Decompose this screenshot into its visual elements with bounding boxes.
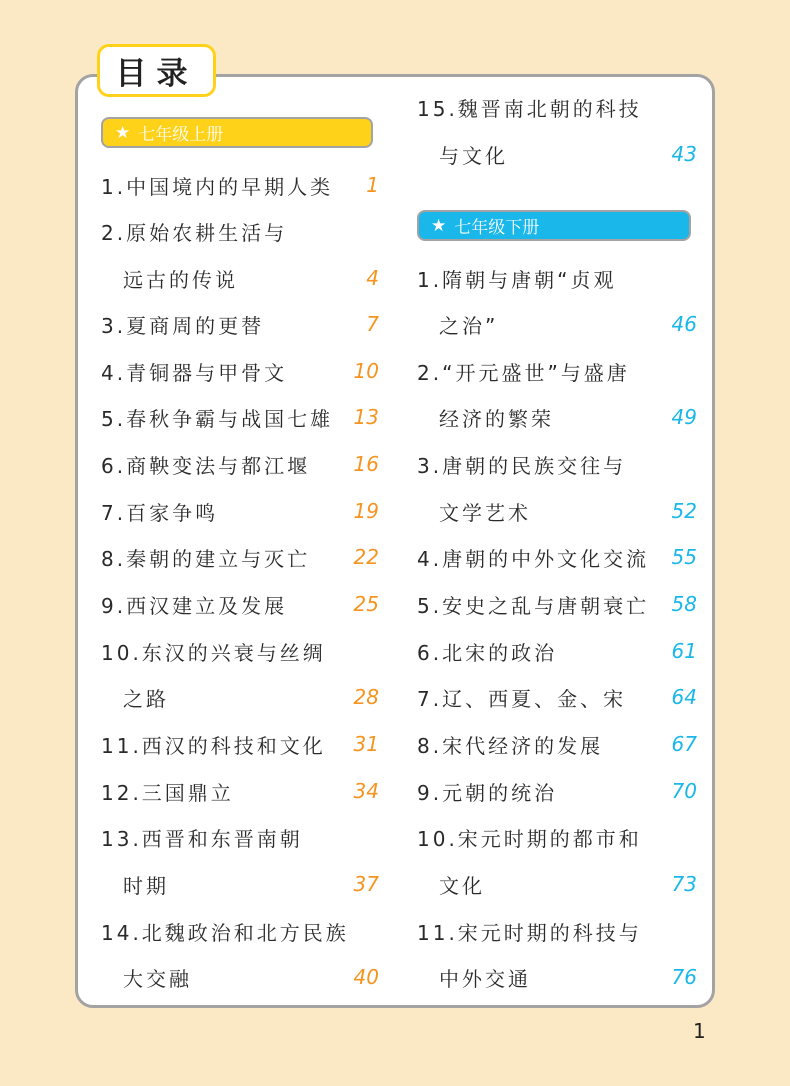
toc-line[interactable]: 8.宋代经济的发展 67 [417, 732, 697, 758]
toc-line[interactable]: 时期 37 [123, 872, 379, 898]
toc-line[interactable]: 9.西汉建立及发展 25 [101, 592, 379, 618]
section-banner-grade7-first [101, 117, 373, 148]
toc-line[interactable]: 文化 73 [439, 872, 697, 898]
page-ref: 40 [353, 965, 379, 989]
toc-line[interactable]: 6.商鞅变法与都江堰 16 [101, 452, 379, 478]
toc-line[interactable]: 大交融 40 [123, 965, 379, 991]
toc-line[interactable]: 1.隋朝与唐朝“贞观 [417, 267, 617, 292]
page-ref: 73 [671, 872, 697, 896]
page-ref: 1 [366, 173, 379, 197]
star-icon: ★ [115, 122, 131, 143]
toc-line[interactable]: 12.三国鼎立 34 [101, 779, 379, 805]
toc-title: 目录 [97, 44, 216, 97]
toc-line[interactable]: 4.青铜器与甲骨文 10 [101, 359, 379, 385]
toc-line[interactable]: 5.安史之乱与唐朝衰亡 58 [417, 592, 697, 618]
page-ref: 28 [353, 685, 379, 709]
toc-line[interactable]: 9.元朝的统治 70 [417, 779, 697, 805]
page-ref: 31 [353, 732, 379, 756]
page-ref: 34 [353, 779, 379, 803]
page-ref: 13 [353, 405, 379, 429]
toc-line[interactable]: 与文化 43 [439, 142, 697, 168]
toc-line[interactable]: 14.北魏政治和北方民族 [101, 920, 349, 945]
page-ref: 52 [671, 499, 697, 523]
page-ref: 19 [353, 499, 379, 523]
toc-line[interactable]: 远古的传说 4 [123, 266, 379, 292]
toc-line[interactable]: 经济的繁荣 49 [439, 405, 697, 431]
page-ref: 10 [353, 359, 379, 383]
page-ref: 4 [366, 266, 379, 290]
section-banner-grade7-second [417, 210, 691, 241]
toc-line[interactable]: 11.宋元时期的科技与 [417, 920, 642, 945]
star-icon: ★ [431, 215, 447, 236]
toc-line[interactable]: 中外交通 76 [439, 965, 697, 991]
page-ref: 37 [353, 872, 379, 896]
page-ref: 64 [671, 685, 697, 709]
section-label: 七年级上册 [138, 125, 224, 145]
page-ref: 25 [353, 592, 379, 616]
toc-line[interactable]: 1.中国境内的早期人类 1 [101, 173, 379, 199]
page-ref: 46 [671, 312, 697, 336]
toc-line[interactable]: 8.秦朝的建立与灭亡 22 [101, 545, 379, 571]
toc-line[interactable]: 6.北宋的政治 61 [417, 639, 697, 665]
toc-line[interactable]: 5.春秋争霸与战国七雄 13 [101, 405, 379, 431]
section-label: 七年级下册 [454, 218, 540, 238]
page-ref: 43 [671, 142, 697, 166]
toc-line[interactable]: 3.夏商周的更替 7 [101, 312, 379, 338]
page-ref: 70 [671, 779, 697, 803]
page-ref: 67 [671, 732, 697, 756]
page-ref: 61 [671, 639, 697, 663]
toc-line[interactable]: 10.宋元时期的都市和 [417, 826, 642, 851]
toc-line[interactable]: 7.百家争鸣 19 [101, 499, 379, 525]
page-ref: 22 [353, 545, 379, 569]
toc-line[interactable]: 4.唐朝的中外文化交流 55 [417, 545, 697, 571]
toc-line[interactable]: 2.原始农耕生活与 [101, 220, 288, 245]
page-ref: 7 [366, 312, 379, 336]
toc-line[interactable]: 之路 28 [123, 685, 379, 711]
page-ref: 55 [671, 545, 697, 569]
toc-line[interactable]: 7.辽、西夏、金、宋 64 [417, 685, 697, 711]
toc-line[interactable]: 11.西汉的科技和文化 31 [101, 732, 379, 758]
page-ref: 16 [353, 452, 379, 476]
toc-line[interactable]: 之治” 46 [439, 312, 697, 338]
toc-line[interactable]: 文学艺术 52 [439, 499, 697, 525]
page-ref: 58 [671, 592, 697, 616]
page-ref: 49 [671, 405, 697, 429]
toc-line[interactable]: 10.东汉的兴衰与丝绸 [101, 640, 326, 665]
toc-line[interactable]: 3.唐朝的民族交往与 [417, 453, 627, 478]
page-number: 1 [693, 1019, 706, 1043]
page-ref: 76 [671, 965, 697, 989]
toc-line[interactable]: 15.魏晋南北朝的科技 [417, 96, 642, 121]
toc-line[interactable]: 2.“开元盛世”与盛唐 [417, 360, 630, 385]
toc-line[interactable]: 13.西晋和东晋南朝 [101, 826, 303, 851]
